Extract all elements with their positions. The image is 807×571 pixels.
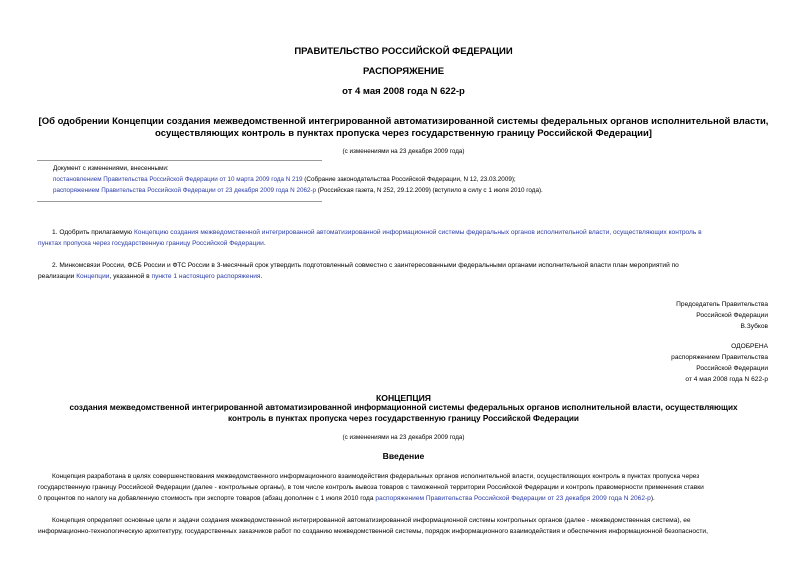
- concept-revision-note: (с изменениями на 23 декабря 2009 года): [342, 434, 465, 441]
- amendments-bottom-rule: [37, 201, 322, 202]
- document-title-line2: осуществляющих контроль в пунктах пропуска через государственную границу Российской Федерации]: [155, 128, 652, 139]
- intro-line1: Концепция разработана в целях совершенствования межведомственного информационного взаимодействия федеральных органов исполнительной власти, осуществляющих контроль в пунктах пропуска через: [52, 473, 700, 480]
- concept-title: КОНЦЕПЦИЯ: [376, 393, 431, 403]
- clause-1-line1: 1. Одобрить прилагаемую Концепцию создания межведомственной интегрированной автоматизированной информационной системы федеральных органов исполнительной власти, осуществляющих контроль в: [52, 229, 702, 236]
- concept-ref-link[interactable]: Концепции: [76, 273, 110, 280]
- amendment-link-2[interactable]: распоряжением Правительства Российской Федерации от 23 декабря 2009 года N 2062-р: [53, 187, 317, 194]
- amendment-link-1[interactable]: постановлением Правительства Российской Федерации от 10 марта 2009 года N 219: [53, 176, 303, 183]
- clause-2-line1: 2. Минкомсвязи России, ФСБ России и ФТС России в 3-месячный срок утвердить подготовленный совместно с заинтересованными федеральными органами исполнительной власти план мероприятий по: [52, 262, 679, 269]
- concept-link[interactable]: Концепцию создания межведомственной интегрированной автоматизированной информационной системы федеральных органов исполнительной власти, осуществляющих контроль в: [133, 229, 702, 236]
- clause-2-line2: реализации Концепции, указанной в пункте 1 настоящего распоряжения.: [38, 273, 263, 280]
- clause-1-ref-link[interactable]: пункте 1 настоящего распоряжения: [151, 273, 261, 280]
- amendment-ref-link[interactable]: распоряжением Правительства Российской Федерации от 23 декабря 2009 года N 2062-р: [375, 495, 651, 502]
- intro-line3: 0 процентов по налогу на добавленную стоимость при экспорте товаров (абзац дополнен с 1 июля 2010 года распоряжением Правительства Российской Федерации от 23 декабря 2009 года N 2062-р).: [38, 495, 655, 502]
- signature-position: Председатель Правительства: [676, 301, 768, 308]
- concept-link-cont[interactable]: пунктах пропуска через государственную границу Российской Федерации: [38, 240, 264, 247]
- signature-country: Российской Федерации: [696, 312, 768, 319]
- revision-note: (с изменениями на 23 декабря 2009 года): [342, 148, 465, 155]
- signature-name: В.Зубков: [740, 323, 768, 330]
- amendments-intro: Документ с изменениями, внесенными:: [53, 165, 169, 172]
- approval-label: ОДОБРЕНА: [731, 343, 768, 350]
- amendment-item-1: постановлением Правительства Российской Федерации от 10 марта 2009 года N 219 (Собрание законодательства Российской Федерации, N 12, 23.03.2009);: [53, 176, 516, 183]
- goals-line1: Концепция определяет основные цели и задачи создания межведомственной интегрированной автоматизированной информационной системы контрольных органов (далее - межведомственная система), ее: [52, 517, 691, 524]
- approval-date: от 4 мая 2008 года N 622-р: [685, 376, 768, 383]
- section-heading-introduction: Введение: [382, 451, 425, 461]
- document-type: РАСПОРЯЖЕНИЕ: [362, 66, 445, 77]
- concept-subtitle-line1: создания межведомственной интегрированной автоматизированной информационной системы федеральных органов исполнительной власти, осуществляющих: [69, 403, 738, 412]
- concept-subtitle-line2: контроль в пунктах пропуска через государственную границу Российской Федерации: [228, 414, 579, 423]
- approval-by: распоряжением Правительства: [671, 354, 768, 361]
- government-heading: ПРАВИТЕЛЬСТВО РОССИЙСКОЙ ФЕДЕРАЦИИ: [294, 46, 513, 57]
- goals-line2: информационно-технологическую архитектуру, государственных заказчиков работ по созданию межведомственной системы, порядок информационного взаимодействия и обеспечения информационной безопасности,: [38, 528, 708, 535]
- amendment-item-2: распоряжением Правительства Российской Федерации от 23 декабря 2009 года N 2062-р (Российская газета, N 252, 29.12.2009) (вступило в силу с 1 июля 2010 года).: [53, 187, 543, 194]
- intro-line2: государственную границу Российской Федерации (далее - контрольные органы), в том числе контроль вывоза товаров с таможенной территории Российской Федерации и контроль правомерности применения ставки: [38, 484, 704, 491]
- clause-1-line2: пунктах пропуска через государственную границу Российской Федерации.: [38, 240, 266, 247]
- document-title-line1: [Об одобрении Концепции создания межведомственной интегрированной автоматизированной системы федеральных органов исполнительной власти,: [38, 116, 769, 127]
- amendments-top-rule: [37, 160, 322, 161]
- document-date-number: от 4 мая 2008 года N 622-р: [342, 86, 465, 97]
- approval-country: Российской Федерации: [696, 365, 768, 372]
